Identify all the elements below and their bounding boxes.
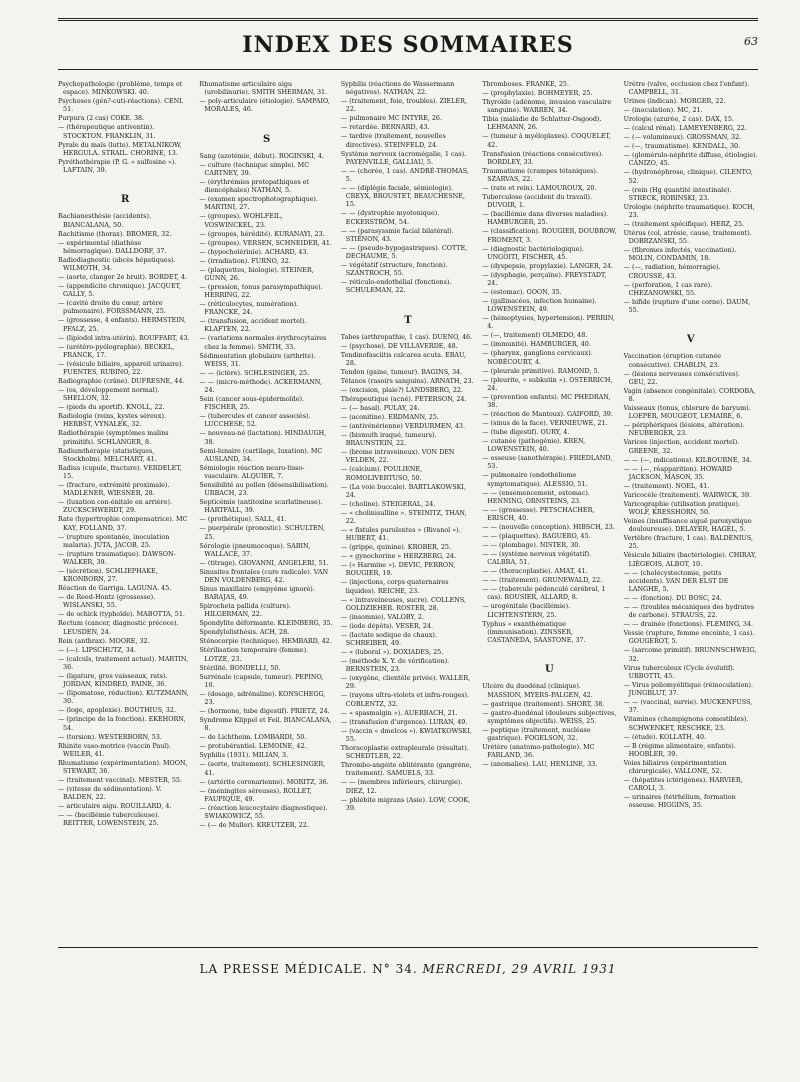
index-entry: Surrénale (capsule, tumeur). PEPINO, 10. (199, 672, 324, 689)
index-entry: — (dosage, adrénaline). KONSCHEGG, 23. (199, 689, 326, 707)
index-entry: Veines (insuffisance aiguë paroxystique douloureuse). DELAYER, HAGEL, 5. (623, 517, 752, 534)
index-entry: — « gynochorine » HERZBERG, 24. (340, 552, 457, 561)
index-entry: Vaccination (éruption cutanée consécutive). CHABLIN, 23. (623, 352, 722, 369)
index-entry: Sédimentation globulaire (arthrite). WEISS, 31. (199, 351, 316, 368)
index-entry: — (—). LIPSCHUTZ, 34. (58, 645, 136, 654)
index-entry: — (principe de la fonction). EKEHORN, 54. (58, 715, 186, 732)
index-entry: Rachianesthésie (accidents). BIANCALANA, 50. (58, 212, 151, 229)
index-entry: Urologie (azurée, 2 cas). DAX, 15. (623, 115, 735, 124)
index-entry: — réticulo-endothélial (fonctions). SCHULEMAN, 22. (340, 278, 452, 295)
index-entry: — « fistules purulentes » (Rivanol »). HUBERT, 41. (340, 526, 461, 543)
index-entry: — — (diplégie faciale, sémiologie). CREYX, BROUSTET, BEAUCHESNE, 15. (340, 184, 465, 209)
index-entry: — (hépatites ictérigènes). HARVIER, CAROLI, 3. (623, 775, 743, 793)
index-entry: — (aorte, clangor 2e bruit). BORDET, 4. (58, 273, 188, 282)
index-entry: — protubérantiel. LEMOINE, 42. (199, 742, 307, 751)
index-entry: — (réaction de Mantoux). GAIFORD, 39. (482, 410, 613, 419)
index-entry: Tendon (gaine, tumeur). BAGINS, 34. (340, 368, 463, 377)
index-entry: — (lipomatose, réduction). KUTZMANN, 30. (58, 689, 189, 706)
index-entry: Vertèbre (fracture, 1 cas). BALDENIUS, 25. (623, 534, 754, 551)
index-entry: Tuberculose (accident du travail). DUVOIR, 1. (482, 193, 592, 210)
index-entry: — gastrique (traitement). SHORT, 38. (482, 699, 605, 708)
index-entry: — urogénitale (bacillémie). LICHTENSTERN, 25. (482, 602, 571, 619)
index-entry: — (tubercules et cancer associés). LUCCHESE, 52. (199, 412, 311, 429)
index-entry: Syphilis (réactions de Wassermann négatives). NATHAN, 22. (340, 80, 455, 97)
index-entry: — (— volumineux). GROSSMAN, 32. (623, 133, 742, 142)
index-entry: — (transfusion d'urgence). LURAN, 49. (340, 717, 468, 726)
index-column-1 (58, 80, 192, 830)
index-entry: Voies biliaires (expérimentation chirurgicale). VALLONE, 52. (623, 758, 727, 775)
index-entry: — (rayons ultra-violets et infra-rouges). COBLENTZ, 32. (340, 691, 470, 708)
index-entry: Psychoses (gén?-cuti-réactions). CENI. 51. (58, 97, 184, 114)
index-entry: — (pleurite, « subkutin »). OSTERRICH, 24. (482, 375, 613, 392)
index-entry: — — (pseudo-hypogastriques). COTTE, DECHAUME, 5. (340, 243, 468, 261)
index-entry: Septicémie (antitoxine scarlatineuse). HARTFALL, 39. (199, 498, 323, 515)
index-entry: — (sécrétion). SCHLIEPHAKE, KRONBORN, 27. (58, 567, 158, 584)
index-entry: — (prothétique). SALL, 41. (199, 515, 287, 524)
index-entry: — (immunité). HAMBURGER, 40. (482, 340, 591, 349)
index-entry: — « intraveineuses, sucre). COLLENS, GOLDZIEHER. ROSTER, 28. (340, 595, 467, 612)
index-entry: Thyroïde (adénome, invasion vasculaire sanguine). WARREN, 34. (482, 98, 612, 115)
index-entry: Typhus « exanthématique (immunisation). ZINSSER, CASTANEDA, SAASTONE, 37. (482, 619, 586, 645)
index-entry: — (loge, apoplexie). BOUTHIUS, 32. (58, 706, 176, 715)
footer-number: N° 34. (372, 962, 418, 976)
index-entry: — (aconitine). ERDMANN, 25. (340, 413, 439, 422)
index-entry: Pyréthothérapie (P. G. « sulfosine »). LAFTAIN, 39. (58, 157, 177, 175)
index-entry: Vaisseaux (tonus, chlorure de baryum). LOEPER, MOUGEOT, LEMAIRE, 6. (623, 404, 751, 421)
index-entry: — — (nouvelle conception). HIBSCH, 23. (482, 523, 615, 532)
section-letter: S (262, 133, 271, 145)
index-entry: — (os, développement normal). SHELLON, 32. (58, 386, 160, 403)
index-entry: — osseuse (sanothérapie). FRIEDLAND, 53. (482, 454, 613, 471)
index-entry: Thromboses. FRANKE, 25. (482, 80, 569, 88)
index-entry: — (excision, plaie?) LANDSBERG, 22. (340, 386, 464, 395)
index-entry: Radiologie (reins, kystes séreux). HERBST, VYNALEK, 32. (58, 412, 166, 429)
section-letter: R (121, 194, 130, 206)
index-entry: — tardive (traitement, nouvelles directives). STEINFELD, 24. (340, 132, 446, 149)
index-entry: — (rupture traumatique). DAWSON-WALKER, 39. (58, 549, 176, 567)
index-entry: Sein (cancer sous-épidermoïde). FISCHER, 25. (199, 395, 305, 412)
index-entry: Thrombo-angéite oblitérante (gangrène, traitement). SAMUELS, 33. (340, 761, 472, 778)
index-entry: Purpura (2 cas) COKE. 38. (58, 114, 145, 123)
index-entry: Tibia (maladie de Schlatter-Osgood). LEHMANN, 26. (482, 115, 602, 132)
index-entry: — — (membres inférieurs, chirurgie). DIEZ, 12. (340, 778, 463, 795)
index-entry: — — (ensemencement, estomac). HENNING, ORNSTEINS, 23. (482, 488, 590, 505)
index-entry: — (inoculation). MC, 21. (623, 106, 703, 115)
index-entry: — (rein (Hg quantité intestinale). STRECK, ROBINSKI, 23. (623, 185, 732, 202)
index-entry: — (torsion). WESTERBORN, 53. (58, 732, 162, 741)
index-entry: Traumatisme (crampes tétaniques). SZARVAS, 22. (482, 166, 598, 184)
index-entry: — — (système nerveux végétatif). CALBRA, 51. (482, 550, 592, 567)
index-entry: — (lipiodol intra-utérin). ROUFFART, 43. (58, 333, 190, 342)
index-entry: — (prophylaxie). BOHMEYER, 25. (482, 89, 593, 97)
index-entry: — — (plaquettes). BAGUERO, 45. (482, 532, 591, 541)
index-entry: — (irradiation). FURNO, 32. (199, 256, 291, 265)
index-entry: — (groupes). VERSEN, SCHNEIDER, 41. (199, 238, 332, 247)
index-entry: — (diagnostic bactériologique). UNGOITI, FISCHER, 45. (482, 244, 584, 261)
page-header (58, 21, 758, 69)
index-entry: — — (vaccinal, survie). MUCKENFUSS, 37. (623, 698, 753, 715)
index-entry: — — (—, réapparition). HOWARD JACKSON, MASON, 35. (623, 464, 732, 481)
index-entry: — (—, traumatisme). KENDALL, 30. (623, 142, 741, 151)
page-footer (58, 962, 758, 976)
index-entry: — (hémoptysies, hypertension). PERRIN, 4. (482, 314, 615, 331)
index-entry: — — (plombage). NISTER, 30. (482, 541, 581, 550)
index-entry: — (classification). ROUGIER, DOUBROW, FROMENT, 3. (482, 227, 617, 244)
index-columns (58, 80, 758, 829)
index-entry: Radiumthérapie (statistiques, Stockholm). MELCHART, 41. (58, 446, 157, 463)
index-entry: — (appendicite chronique). JACQUET, GALLY, 5. (58, 282, 181, 299)
index-entry: Réaction de Garriga. LAGUNA. 45. (58, 584, 172, 593)
index-entry: Syphilis (1931). MILIAN, 3. (199, 751, 289, 760)
index-entry: — retardée. BERNARD, 43. (340, 123, 430, 132)
index-entry: Vitamines (champignons comestibles). SCHWENKET, RESCHKE, 23. (623, 715, 749, 732)
index-entry: — (iode dépôts). VESER, 24. (340, 621, 434, 630)
index-entry: Varicographie (utilisation pratique). WOLF, KRESSHORN, 50. (623, 499, 741, 517)
index-entry: — — (chorée, 1 cas). ANDRÉ-THOMAS, 5. (340, 166, 469, 184)
section-letter: V (686, 334, 695, 346)
index-entry: Rachitisme (thorax). BROMER, 32. (58, 229, 172, 238)
index-entry: — (bacillémie dans diverses maladies). HAMBURGER, 25. (482, 210, 609, 227)
index-entry: Ulcère du duodénal (clinique). MASSION, MYERS-PALGEN, 42. (482, 682, 593, 699)
index-entry: Tabes (arthropathie, 1 cas). DUENO, 46. (340, 332, 473, 341)
index-entry: — B (régime alimentaire, enfants). HOOBLER, 39. (623, 741, 736, 758)
index-entry: Thoracoplastie extrapleurale (résultat). SCHEDTLER, 22. (340, 743, 469, 761)
index-entry: Pyrale du maïs (lutte). METALNIKOW, HERGULA. STRAIL. CHORINE, 13. (58, 140, 182, 157)
index-entry: Rate (hypertrophie compensatrice). MC KAY, FOLLAND, 37. (58, 515, 188, 532)
index-entry: — — (fonction). DU BOSC, 24. (623, 594, 722, 603)
index-entry: Virus tuberculeux (Cycle évolutif). URBOTTI, 45. (623, 663, 735, 680)
index-entry: — (« Harmine »). DEVIC, PERRON, ROUGIER, 19. (340, 561, 456, 578)
index-entry: Rhumatisme articulaire aigu (urobilinurie). SMITH SHERMAN, 31. (199, 80, 328, 97)
index-entry: — (— basal). PULAY, 24. (340, 404, 420, 413)
index-entry: — Virus poliomyélitique (réinoculation). JUNGBLUT, 37. (623, 680, 754, 698)
index-entry: — (pieds du sportif). KNOLL, 22. (58, 403, 165, 412)
index-entry: — (lactate sodique de chaux). SCHREIBER, 49. (340, 630, 437, 648)
index-entry: Système nerveux (acromégalie, 1 cas). PAYENVILLE, GALLIAU, 5. (340, 149, 467, 166)
index-entry: Rhumatisme (expérimentation). MOON, STEWART, 36. (58, 758, 188, 775)
index-entry: — (traitement spécifique). HERZ, 25. (623, 220, 745, 229)
index-entry: — (calcium). POULIENE, ROMOLIVERTUSO, 50. (340, 465, 423, 482)
index-entry: — périphériques (lésions, altération). NEUBERGER, 23. (623, 421, 745, 438)
index-entry: — culture (technique simple). MC CARTNEY, 39. (199, 160, 310, 178)
section-letter: U (545, 664, 554, 676)
index-entry: — de ochick (typhoïde). MABOTTA, 51. (58, 610, 185, 619)
index-entry: — (groupes). WOHLFEIL, VOSWINCKEL, 23. (199, 212, 283, 229)
index-column-4 (482, 80, 616, 830)
index-entry: — — (traitement). GRUNEWALD, 22. (482, 576, 603, 585)
index-entry: — — (bacillémie tuberculeuse). REITTER, LOWENSTEIN, 25. (58, 811, 160, 828)
index-entry: — « spasmalgin »). AUERBACH, 21. (340, 708, 458, 717)
index-entry: — — (parasyssmie facial bilatéral). STIÉNON, 43. (340, 226, 454, 243)
footer-rule (58, 947, 758, 948)
index-entry: Transfusion (réactions consécutives). BORDLEY, 33. (482, 149, 604, 166)
index-entry: — (thérapeutique antiventin). STOCKTON. FRANKLIN, 31. (58, 123, 156, 140)
index-entry: — (calculs, traitement actuel). MARTIN, 36. (58, 654, 189, 671)
index-entry: — (antivénérienne) VERDURMEN, 43. (340, 422, 465, 431)
index-entry: — — drainée (fonctions). FLEMING, 34. (623, 620, 754, 629)
index-entry: — (pression, tonus parasympathique). HERRING, 22. (199, 282, 323, 300)
index-entry: — (vésicule biliaire, appareil urinaire). FUENTES, RUBINO, 22. (58, 359, 184, 377)
section-letter: T (404, 314, 412, 326)
index-entry: — végétatif (structure, fonction). SZANTROCH, 55. (340, 261, 448, 278)
footer-date: MERCREDI, 29 AVRIL 1931 (422, 962, 617, 976)
index-entry: — poly-articulaire (étiologie). SAMPAIO, MORALES, 46. (199, 97, 330, 114)
index-entry: — (glomérulo-néphrite diffuse, étiologie). CANIZO, 45. (623, 151, 758, 168)
index-entry: Sémiologie réaction neuro-tisso-vasculaire. ALQUIER, 7. (199, 463, 305, 481)
index-entry: — (ligature, gros vaisseaux, rats). JORDAN, KINDRED, PAINE, 36. (58, 671, 168, 689)
index-entry: — (vaccin « dmelcos »). KWIATKOWSKI, 55. (340, 726, 472, 743)
index-entry: — (tumeur à myéloplaxes). COQUELET, 42. (482, 132, 611, 149)
index-entry: Tétanos (rasoirs sanguins). ARNATH, 23. (340, 377, 474, 386)
index-entry: — (estomac). GOON, 35. (482, 288, 562, 297)
index-entry: Vessie (rupture, femme enceinte, 1 cas). GOUGEROT, 5. (623, 629, 755, 646)
index-entry: — (plaquettes, biologie). STEINER, GUNN, 26. (199, 265, 314, 282)
index-entry: Psychopathologie (problème, temps et espace). MINKOWSKI. 40. (58, 80, 183, 97)
index-entry: Rectum (cancer, diagnostic précoce). LEUSDEN, 24. (58, 619, 179, 636)
footer-journal: LA PRESSE MÉDICALE. (199, 962, 368, 976)
index-entry: — (traitement, foie, troubles). ZIELER, 22. (340, 97, 467, 114)
index-entry: — (cavité droite du cœur, artère pulmonaire). FORSSMANN, 25. (58, 299, 166, 316)
index-entry: — — (micro-méthode). ACKERMANN, 24. (199, 377, 322, 395)
index-entry: — puerpérale (pronostic). SCHULTEN, 25. (199, 524, 326, 541)
index-entry: — pulmonaire MC INTYRE, 26. (340, 114, 442, 123)
index-entry: Sinus maxillaire (empyème ignoré). BARAJAS, 49. (199, 585, 315, 602)
index-entry: — (artérite coronarienne). MORITZ, 36. (199, 777, 329, 786)
index-entry: — (anomalies). LAU, HENLINE, 33. (482, 760, 598, 769)
index-entry: Thérapeutique (acné). PETERSON, 24. (340, 395, 467, 404)
index-entry: — (méningites séreuses). ROLLET, FAUPIQUE, 49. (199, 786, 312, 803)
index-entry: — (luxation con-énitale en arrière). ZUCKSCHWERDT, 29. (58, 498, 173, 515)
index-entry: Urines (indican). MORGER, 22. (623, 97, 726, 106)
index-entry: — — (tubercule pédonculé cérébral, 1 cas). ROUSIER, ALLARD, 8. (482, 585, 606, 602)
index-entry: — (tube digestif). OURY, 4. (482, 428, 570, 437)
index-entry: — gastro-duodénal (douleurs subjectives, symptômes objectifs). WEISS, 25. (482, 708, 617, 725)
index-entry: — (rupture spontanée, inoculation malaria). JUTA, JACOB, 25. (58, 532, 170, 549)
index-entry: — (variations normales érythrocytaires chez la femme). SMITH, 33. (199, 334, 327, 351)
index-entry: — (titrage). GIOVANNI, ANGELERI, 51. (199, 558, 329, 567)
index-entry: Utérus (col, atrésie, cause, traitement). DOBRZANSKI, 55. (623, 229, 752, 246)
index-entry: Varices (injection, accident mortel). GREENE, 32. (623, 438, 740, 455)
index-entry: — (pleurale primitive). RAMOND, 5. (482, 366, 600, 375)
header-rule (58, 69, 758, 70)
index-entry: — — (grossesse). PETSCHACHER, ERISCH, 40. (482, 505, 595, 523)
index-entry: — « cholinisulline ». STEINITZ, THAN, 22. (340, 508, 467, 526)
index-entry: Spondylite déformante. KLEINBERG, 35. (199, 619, 333, 628)
index-column-5 (624, 80, 758, 830)
index-entry: — (— de Muller). KREUTZER, 22. (199, 820, 309, 829)
page-title: INDEX DES SOMMAIRES (242, 32, 574, 58)
index-entry: — — (—, indications). KILBOURNE, 34. (623, 455, 752, 464)
index-entry: — bifide (rupture d'une corne). DAUM, 55. (623, 297, 751, 315)
index-entry: — (brome intraveineux). VON DEN VELDEN, 22. (340, 448, 455, 465)
index-entry: Sensibilité au pollen (désensibilisation). URBACH, 23. (199, 481, 329, 498)
index-entry: — (fibromes infectés, vaccination). MOLIN, CONDAMIN, 18. (623, 246, 737, 263)
index-entry: — peptique (traitement, nucléase gastrique). FOGELSON, 32. (482, 725, 591, 743)
index-entry: — (perforation, 1 cas rare). CHEZANOWSKI, 55. (623, 280, 713, 297)
index-entry: — — (dystrophie myotonique). ECKERSTRÖM, 54. (340, 209, 440, 226)
index-entry: — (érythrémies protopathiques et diencéphales) NATHAN, 5. (199, 178, 310, 195)
index-entry: — (grippe, quinine). KROBER, 25. (340, 543, 452, 552)
index-entry: — — (troubles mécaniques des hydrates de carbone). STRAUSS, 22. (623, 603, 754, 620)
index-entry: Stérilité. BONDELLI, 50. (199, 663, 281, 672)
index-entry: — (choline). STEIGERAL, 24. (340, 499, 436, 508)
page (58, 18, 758, 1068)
index-entry: Tendinofasciitis calcarea acuta. EBAU, 28. (340, 350, 466, 368)
index-entry: Rein (anthrax). MOORE, 32. (58, 636, 150, 645)
index-entry: — (vitesse de sédimentation). V. BALDEN, 22. (58, 784, 162, 802)
index-entry: Urétère (anatomo-pathologie). MC FARLAND, 36. (482, 743, 595, 760)
index-entry: — (dyspepsie, propylaxie). LANGER, 24. (482, 261, 614, 270)
index-entry: Urètre (valve, occlusion chez l'enfant). CAMPBELL, 31. (623, 80, 750, 97)
index-entry: — articulaire aigu. ROUILLARD, 4. (58, 802, 172, 811)
index-entry: — (grossesse, 4 enfants). HERMSTEIN, PFALZ, 25. (58, 316, 186, 333)
index-entry: Radius (cupule, fracture). VERDELET, 15. (58, 463, 182, 481)
index-entry: — (aorte, traitement). SCHLESINGER, 41. (199, 760, 326, 777)
index-entry: — (hydronéphrose, clinique). CILENTO, 52. (623, 168, 753, 185)
index-entry: Radiodiagnostic (abcès hépatiques). WILMOTH, 34. (58, 255, 176, 273)
index-entry: — (bismuth iraqué, tumeurs). BRAUNSTEIN, 22. (340, 431, 437, 448)
index-entry: — (réaction leucocytaire diagnostique). SWIAKOWICZ, 55. (199, 803, 328, 820)
index-entry: — (examen spectrophotographique). MARTINI, 27. (199, 195, 318, 212)
page-number: 63 (744, 35, 758, 48)
index-entry: — de Reed-Hontz (grossesse). WISLANSKI, 55. (58, 593, 156, 610)
index-entry: — (sinus de la face). VERNIEUWE, 21. (482, 419, 608, 428)
index-entry: — (urétéro-pyélographie). BECKEL, FRANCK, 17. (58, 342, 175, 359)
index-entry: Sténocorpie (technique). HEMBARD, 42. (199, 637, 332, 646)
index-entry: — de Lichtheim. LOMBARDI, 50. (199, 733, 307, 742)
index-entry: — — (thoracoplastie). AMAT, 41. (482, 567, 588, 576)
index-entry: — nouveau-né (lactation). HINDAUGH, 38. (199, 429, 327, 446)
index-entry: — (fracture, extrémité proximale). MADLENER, WIESNER, 28. (58, 481, 170, 498)
index-entry: Radiographie (crâne). DUFRESNE, 44. (58, 377, 185, 386)
index-entry: — (rate et rein). LAMOUROUX, 20. (482, 184, 597, 193)
index-entry: — (hormone, tube digestif). PRIETZ, 24. (199, 707, 330, 716)
index-entry: — (transfusion, accident mortel). KLAFTEN, 22. (199, 317, 307, 334)
index-entry: — (prevention enfants). MC PHEDRAN, 38. (482, 392, 611, 410)
index-entry: — (traitement). NOEL, 41. (623, 481, 710, 490)
index-entry: Vagin (absence congénitale). CORDOBA, 8. (623, 386, 756, 404)
index-entry: — (La voie buccale). BARTLAKOWSKI, 24. (340, 482, 466, 499)
index-entry: — (gallinacées, infection humaine). LOWENSTEIN, 49. (482, 297, 597, 314)
index-entry: — — (ictère). SCHLESINGER, 25. (199, 368, 310, 377)
index-entry: Syndrome Klippel et Feil. BIANCALANA, 8. (199, 716, 332, 733)
index-entry: — phlébite migrans (Asie). LOW, COOK, 39. (340, 795, 471, 812)
index-entry: — (oxygène, clientèle privée). WALLER, 29. (340, 674, 471, 691)
index-entry: — expérimental (diathèse hémorragique). DALLDORF, 37. (58, 238, 167, 255)
index-entry: — (traitement vaccinal). MESTER, 55. (58, 775, 182, 784)
index-entry: Urologie (néphrite traumatique). KOCH, 23. (623, 202, 755, 220)
index-entry: Rhinite vaso-motrice (vaccin Paul). WEILER, 41. (58, 741, 171, 758)
index-entry: Vésicule biliaire (bactériologie). CHIRAY, LIÈGEOIS, ALBOT, 10. (623, 551, 757, 568)
index-entry: — (sarcome primitif). BRUNNSCHWEIG, 32. (623, 646, 757, 663)
index-column-3 (341, 80, 475, 830)
index-entry: — (étude). KOLLATH, 40. (623, 732, 707, 741)
index-entry: — — (cholécystectomie, petits accidents). VAN DER ELST DE LANGHE, 5. (623, 568, 729, 594)
index-entry: — (injections, corps quaternaires liquides). REICHE, 23. (340, 578, 449, 595)
index-entry: Varicocèle (traitement). WARWICK, 39. (623, 490, 752, 499)
index-entry: Radiothérapie (symptômes malins primitifs). SCHLANGER, 8. (58, 429, 169, 446)
index-entry: — « (luboral »). DOXIADES, 25. (340, 648, 444, 657)
index-entry: — (hypocholérinie). ACHARD, 43. (199, 247, 309, 256)
index-entry: Spirocheta pallida (culture). HILGERMAN, 22. (199, 602, 291, 619)
index-entry: Semi-lunaire (cartilage, luxation). MC AUSLAND, 34. (199, 446, 323, 463)
index-entry: — urinaires (tétrhélium, formation osseuse. HIGGINS, 35. (623, 793, 736, 810)
index-column-2 (199, 80, 333, 830)
index-entry: — pulmonaire (endothéliome symptomatique). ALESSIO, 51. (482, 471, 588, 488)
index-entry: — (groupes, hérédité). KURANAYI, 23. (199, 229, 325, 238)
index-entry: Sang (azotémie, début). ROGINSKI, 4. (199, 151, 324, 160)
index-entry: — (réticulocytes, numération). FRANCKE, 24. (199, 300, 299, 317)
index-entry: — cutanée (pathogénie). KREN, LOWENSTEIN, 40. (482, 437, 586, 454)
index-entry: — (psychose). DE VILLAVERDE, 48. (340, 341, 458, 350)
index-entry: Spondylolisthésis. ACH, 28. (199, 628, 290, 637)
index-entry: — (méthode X. Y. de vérification). BERNSTEIN, 23. (340, 657, 450, 674)
index-entry: Stérilisation temporaire (femme). LOTZE, 23. (199, 646, 309, 663)
index-entry: — (lésions nerveuses consécutives). GEU, 22. (623, 369, 740, 386)
index-entry: — (calcul rénal). LAMEYENBERG, 22. (623, 124, 747, 133)
index-entry: — (—, radiation, hémorragie). CROUSSE, 43. (623, 263, 721, 280)
index-entry: — (insomnie). VALOBY, 2. (340, 612, 424, 621)
index-entry: — (—, traitement) OLMEDO, 48. (482, 331, 588, 340)
index-entry: — (pharynx, ganglions cervicaux). NOBÉCOURT, 4. (482, 349, 593, 366)
index-entry: Sinusites frontales (cure radicale). VAN DEN VOLDENBERG, 42. (199, 567, 329, 585)
index-entry: — (dysphagie, perçaïne). FREYSTADT, 24. (482, 270, 607, 288)
index-entry: Sérologie (pneumocoque). SABIN, WALLACE, 37. (199, 541, 311, 558)
